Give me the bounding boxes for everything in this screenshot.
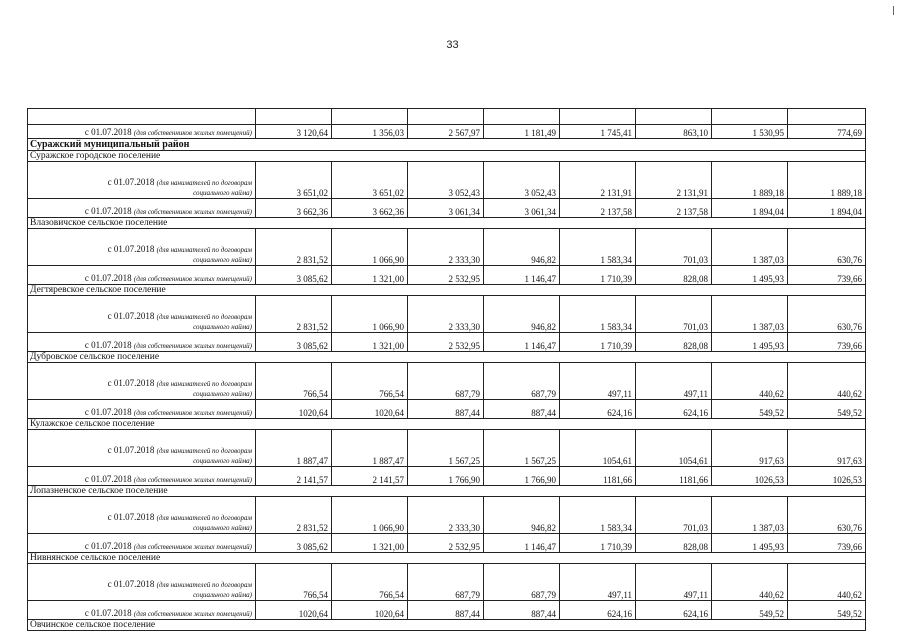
value-cell: 1 710,39	[560, 266, 636, 285]
value-cell: 917,63	[788, 430, 866, 467]
value-cell: 687,79	[408, 564, 484, 601]
value-cell: 1 710,39	[560, 333, 636, 352]
value-cell: 3 061,34	[408, 199, 484, 218]
settlement-name: Лопазненское сельское поселение	[28, 486, 866, 497]
value-cell: 1026,53	[712, 467, 788, 486]
district-name: Суражский муниципальный район	[28, 139, 866, 151]
value-cell: 630,76	[788, 497, 866, 534]
value-cell: 946,82	[484, 229, 560, 266]
value-cell: 2 831,52	[256, 296, 332, 333]
value-cell: 630,76	[788, 296, 866, 333]
value-cell: 1 766,90	[484, 467, 560, 486]
value-cell: 497,11	[636, 564, 712, 601]
row-label: с 01.07.2018 (для нанимателей по договорам социального найма)	[28, 497, 256, 534]
value-cell: 2 131,91	[636, 162, 712, 199]
row-label: с 01.07.2018 (для нанимателей по договорам социального найма)	[28, 296, 256, 333]
value-cell: 497,11	[636, 363, 712, 400]
value-cell: 3 085,62	[256, 266, 332, 285]
settlement-name: Дегтяревское сельское поселение	[28, 285, 866, 296]
value-cell: 3 061,34	[484, 199, 560, 218]
value-cell: 1 887,47	[332, 430, 408, 467]
row-label: с 01.07.2018 (для собственников жилых помещений)	[28, 199, 256, 218]
table-row-owners	[28, 266, 866, 285]
value-cell: 549,52	[712, 400, 788, 419]
table-row-owners	[28, 333, 866, 352]
value-cell: 739,66	[788, 266, 866, 285]
table-row-owners	[28, 601, 866, 620]
row-label: с 01.07.2018 (для собственников жилых помещений)	[28, 125, 256, 139]
value-cell: 863,10	[636, 125, 712, 139]
settlement-row	[28, 151, 866, 162]
value-cell: 1 387,03	[712, 229, 788, 266]
value-cell: 766,54	[256, 564, 332, 601]
value-cell: 2 141,57	[256, 467, 332, 486]
value-cell: 624,16	[636, 400, 712, 419]
row-label: с 01.07.2018 (для собственников жилых помещений)	[28, 534, 256, 553]
tariff-table-body	[28, 109, 866, 631]
table-row-tenants	[28, 497, 866, 534]
row-label: с 01.07.2018 (для нанимателей по договорам социального найма)	[28, 363, 256, 400]
value-cell: 440,62	[788, 363, 866, 400]
value-cell: 3 662,36	[256, 199, 332, 218]
settlement-row	[28, 620, 866, 631]
value-cell: 440,62	[712, 363, 788, 400]
value-cell: 701,03	[636, 296, 712, 333]
value-cell: 2 141,57	[332, 467, 408, 486]
value-cell: 624,16	[636, 601, 712, 620]
value-cell: 1 583,34	[560, 296, 636, 333]
row-label: с 01.07.2018 (для нанимателей по договорам социального найма)	[28, 162, 256, 199]
value-cell: 1 887,47	[256, 430, 332, 467]
settlement-name: Дубровское сельское поселение	[28, 352, 866, 363]
value-cell: 701,03	[636, 497, 712, 534]
value-cell: 687,79	[408, 363, 484, 400]
value-cell: 1054,61	[560, 430, 636, 467]
value-cell: 2 532,95	[408, 266, 484, 285]
value-cell: 3 651,02	[256, 162, 332, 199]
value-cell: 1 567,25	[484, 430, 560, 467]
value-cell: 3 052,43	[484, 162, 560, 199]
value-cell: 1 181,49	[484, 125, 560, 139]
value-cell: 1 894,04	[712, 199, 788, 218]
value-cell: 774,69	[788, 125, 866, 139]
value-cell: 946,82	[484, 497, 560, 534]
value-cell: 1 889,18	[712, 162, 788, 199]
settlement-row	[28, 553, 866, 564]
table-row-tenants	[28, 564, 866, 601]
table-row-tenants	[28, 229, 866, 266]
value-cell: 1 745,41	[560, 125, 636, 139]
value-cell: 687,79	[484, 363, 560, 400]
value-cell: 1 321,00	[332, 266, 408, 285]
table-row-owners	[28, 467, 866, 486]
value-cell: 828,08	[636, 266, 712, 285]
value-cell: 2 532,95	[408, 534, 484, 553]
value-cell: 3 120,64	[256, 125, 332, 139]
settlement-row	[28, 285, 866, 296]
value-cell: 1 530,95	[712, 125, 788, 139]
settlement-name: Влазовичское сельское поселение	[28, 218, 866, 229]
table-row-owners	[28, 534, 866, 553]
value-cell: 2 137,58	[560, 199, 636, 218]
value-cell: 630,76	[788, 229, 866, 266]
value-cell: 1 146,47	[484, 534, 560, 553]
table-row-owners	[28, 199, 866, 218]
row-label: с 01.07.2018 (для собственников жилых помещений)	[28, 467, 256, 486]
value-cell: 1020,64	[332, 601, 408, 620]
value-cell: 1 387,03	[712, 497, 788, 534]
value-cell: 2 567,97	[408, 125, 484, 139]
value-cell: 624,16	[560, 400, 636, 419]
value-cell: 1 356,03	[332, 125, 408, 139]
table-row-owners	[28, 400, 866, 419]
value-cell: 3 085,62	[256, 333, 332, 352]
value-cell: 1 321,00	[332, 333, 408, 352]
value-cell: 2 333,30	[408, 497, 484, 534]
settlement-row	[28, 419, 866, 430]
page-number: 33	[446, 39, 459, 51]
value-cell: 828,08	[636, 333, 712, 352]
table-row-top-owners	[28, 125, 866, 139]
value-cell: 2 333,30	[408, 229, 484, 266]
value-cell: 1 567,25	[408, 430, 484, 467]
value-cell: 3 662,36	[332, 199, 408, 218]
value-cell: 497,11	[560, 363, 636, 400]
value-cell: 549,52	[788, 601, 866, 620]
table-row-tenants	[28, 430, 866, 467]
value-cell: 887,44	[484, 400, 560, 419]
value-cell: 1 894,04	[788, 199, 866, 218]
value-cell: 1 495,93	[712, 534, 788, 553]
value-cell: 624,16	[560, 601, 636, 620]
value-cell: 1020,64	[256, 601, 332, 620]
table-row-tenants	[28, 363, 866, 400]
value-cell: 1 710,39	[560, 534, 636, 553]
value-cell: 1 146,47	[484, 266, 560, 285]
row-label: с 01.07.2018 (для собственников жилых помещений)	[28, 333, 256, 352]
row-label: с 01.07.2018 (для нанимателей по договорам социального найма)	[28, 564, 256, 601]
settlement-name: Нивнянское сельское поселение	[28, 553, 866, 564]
value-cell: 701,03	[636, 229, 712, 266]
value-cell: 887,44	[408, 400, 484, 419]
value-cell: 1 495,93	[712, 266, 788, 285]
value-cell: 887,44	[484, 601, 560, 620]
value-cell: 887,44	[408, 601, 484, 620]
value-cell: 1181,66	[560, 467, 636, 486]
value-cell: 2 532,95	[408, 333, 484, 352]
value-cell: 828,08	[636, 534, 712, 553]
settlement-row	[28, 218, 866, 229]
row-label: с 01.07.2018 (для нанимателей по договорам социального найма)	[28, 430, 256, 467]
value-cell: 440,62	[712, 564, 788, 601]
value-cell: 1 066,90	[332, 497, 408, 534]
value-cell: 917,63	[712, 430, 788, 467]
value-cell: 2 131,91	[560, 162, 636, 199]
value-cell: 440,62	[788, 564, 866, 601]
value-cell: 1181,66	[636, 467, 712, 486]
value-cell: 3 651,02	[332, 162, 408, 199]
row-label: с 01.07.2018 (для собственников жилых помещений)	[28, 400, 256, 419]
table-spacer-row	[28, 109, 866, 125]
settlement-name: Суражское городское поселение	[28, 151, 866, 162]
value-cell: 766,54	[332, 564, 408, 601]
value-cell: 1 066,90	[332, 229, 408, 266]
value-cell: 1 583,34	[560, 229, 636, 266]
settlement-name: Кулажское сельское поселение	[28, 419, 866, 430]
value-cell: 1020,64	[332, 400, 408, 419]
value-cell: 2 333,30	[408, 296, 484, 333]
value-cell: 2 831,52	[256, 497, 332, 534]
value-cell: 3 085,62	[256, 534, 332, 553]
row-label: с 01.07.2018 (для собственников жилых помещений)	[28, 601, 256, 620]
settlement-row	[28, 486, 866, 497]
tariff-table	[27, 108, 866, 631]
district-row	[28, 139, 866, 151]
row-label: с 01.07.2018 (для нанимателей по договорам социального найма)	[28, 229, 256, 266]
value-cell: 549,52	[712, 601, 788, 620]
value-cell: 766,54	[256, 363, 332, 400]
value-cell: 2 831,52	[256, 229, 332, 266]
value-cell: 739,66	[788, 534, 866, 553]
value-cell: 946,82	[484, 296, 560, 333]
value-cell: 497,11	[560, 564, 636, 601]
value-cell: 739,66	[788, 333, 866, 352]
value-cell: 766,54	[332, 363, 408, 400]
value-cell: 2 137,58	[636, 199, 712, 218]
value-cell: 1054,61	[636, 430, 712, 467]
table-row-tenants	[28, 296, 866, 333]
value-cell: 1 146,47	[484, 333, 560, 352]
value-cell: 1020,64	[256, 400, 332, 419]
value-cell: 687,79	[484, 564, 560, 601]
value-cell: 1 766,90	[408, 467, 484, 486]
value-cell: 1 321,00	[332, 534, 408, 553]
value-cell: 549,52	[788, 400, 866, 419]
scan-edge-mark	[893, 6, 894, 15]
value-cell: 1 889,18	[788, 162, 866, 199]
value-cell: 3 052,43	[408, 162, 484, 199]
settlement-name: Овчинское сельское поселение	[28, 620, 866, 631]
value-cell: 1026,53	[788, 467, 866, 486]
value-cell: 1 495,93	[712, 333, 788, 352]
value-cell: 1 387,03	[712, 296, 788, 333]
row-label: с 01.07.2018 (для собственников жилых помещений)	[28, 266, 256, 285]
settlement-row	[28, 352, 866, 363]
value-cell: 1 583,34	[560, 497, 636, 534]
table-row-tenants	[28, 162, 866, 199]
value-cell: 1 066,90	[332, 296, 408, 333]
